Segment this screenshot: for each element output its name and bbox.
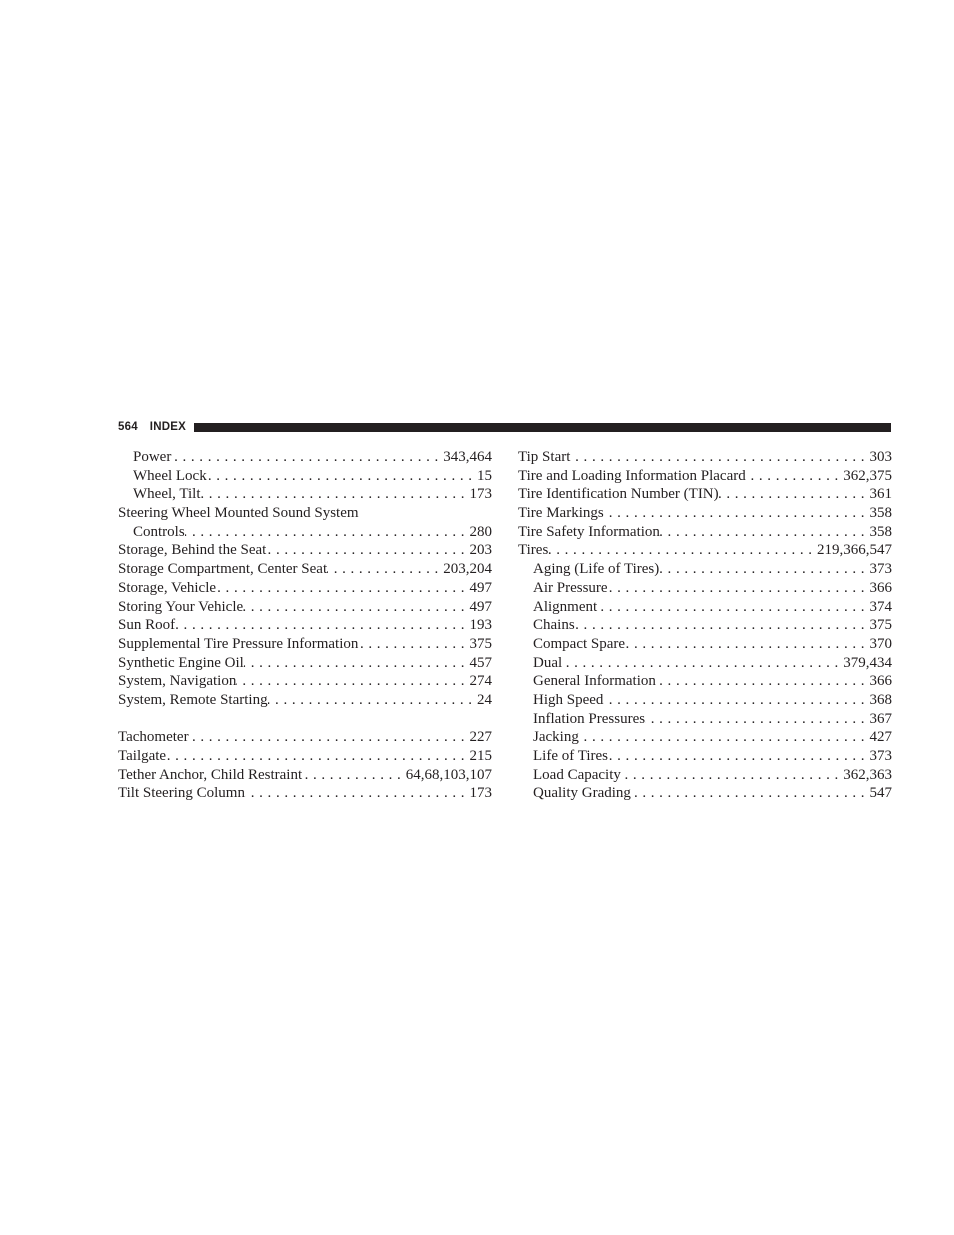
index-spacer [118, 710, 492, 729]
entry-pages: 343,464 [443, 449, 492, 465]
entry-pages: 427 [869, 729, 892, 746]
entry-pages: 219,366,547 [817, 542, 892, 559]
dot-leader [575, 616, 870, 635]
entry-pages: 373 [869, 748, 892, 764]
entry-pages: 375 [469, 635, 492, 652]
index-entry [518, 485, 892, 504]
index-entry [118, 784, 492, 803]
index-entry [118, 579, 492, 598]
entry-label: Tires [518, 542, 549, 559]
entry-label: Tachometer [118, 729, 189, 746]
entry-pages: 362,375 [843, 467, 892, 484]
entry-label: Storage, Vehicle [118, 579, 217, 596]
index-entry [118, 654, 492, 673]
index-entry [518, 541, 892, 560]
entry-label: Tailgate [118, 748, 167, 764]
page-header [118, 419, 891, 435]
dot-leader [659, 560, 869, 579]
dot-leader [216, 579, 469, 598]
entry-label: Wheel Lock [133, 467, 207, 484]
dot-leader [207, 467, 477, 486]
entry-pages: 375 [869, 617, 892, 634]
index-entry [518, 784, 892, 803]
index-entry [118, 616, 492, 635]
entry-pages: 358 [869, 505, 892, 522]
index-entry [518, 728, 892, 747]
index-entry [518, 579, 892, 598]
entry-label: Storage, Behind the Seat [118, 542, 267, 559]
entry-label: Synthetic Engine Oil [118, 654, 244, 671]
entry-pages: 366 [869, 579, 892, 596]
entry-label: Tire Safety Information [518, 523, 660, 540]
entry-label: Tire Markings [518, 505, 604, 522]
entry-label: Alignment [533, 598, 598, 615]
index-entry [118, 485, 492, 504]
dot-leader [608, 579, 870, 598]
dot-leader [266, 541, 469, 560]
entry-label: Inflation Pressures [533, 710, 646, 727]
entry-pages: 64,68,103,107 [405, 766, 492, 783]
dot-leader [656, 672, 870, 691]
entry-label: High Speed [533, 691, 604, 708]
index-column-right [518, 448, 892, 803]
index-entry [118, 467, 492, 486]
dot-leader [548, 541, 817, 560]
index-entry [118, 766, 492, 785]
entry-label: Life of Tires [533, 748, 608, 764]
entry-pages: 457 [469, 654, 492, 671]
entry-label: Chains [533, 617, 575, 634]
index-entry [118, 598, 492, 617]
index-entry [118, 541, 492, 560]
dot-leader [171, 448, 443, 467]
index-entry [518, 766, 892, 785]
entry-pages: 497 [469, 579, 492, 596]
dot-leader [302, 766, 406, 785]
index-column-left [118, 448, 492, 803]
entry-label: Controls [133, 523, 185, 540]
dot-leader [327, 560, 443, 579]
header-rule [194, 423, 891, 432]
index-entry [518, 560, 892, 579]
entry-pages: 547 [869, 785, 892, 802]
entry-label: Air Pressure [533, 579, 608, 596]
index-entry [518, 691, 892, 710]
entry-pages: 303 [869, 449, 892, 465]
section-title: INDEX [149, 421, 186, 433]
entry-pages: 280 [469, 523, 492, 540]
entry-pages: 366 [869, 673, 892, 690]
page-number: 564 [118, 421, 138, 433]
entry-pages: 379,434 [843, 654, 892, 671]
entry-label: Tether Anchor, Child Restraint [118, 766, 303, 783]
entry-pages: 193 [469, 617, 492, 634]
entry-pages: 374 [869, 598, 892, 615]
index-entry [518, 504, 892, 523]
entry-pages: 15 [477, 467, 492, 484]
entry-pages: 367 [869, 710, 892, 727]
entry-label: Sun Roof [118, 617, 176, 634]
entry-label: Tip Start [518, 449, 571, 465]
index-entry [518, 616, 892, 635]
entry-label: Power [133, 449, 172, 465]
entry-pages: 497 [469, 598, 492, 615]
entry-pages: 24 [477, 691, 492, 708]
entry-label: Steering Wheel Mounted Sound System [118, 505, 359, 522]
entry-label: Jacking [533, 729, 579, 746]
index-entry [518, 635, 892, 654]
dot-leader [268, 691, 477, 710]
entry-pages: 368 [869, 691, 892, 708]
dot-leader [719, 485, 870, 504]
entry-label: Tire and Loading Information Placard [518, 467, 746, 484]
entry-pages: 203 [469, 542, 492, 559]
entry-label: Wheel, Tilt [133, 486, 201, 503]
entry-pages: 362,363 [843, 766, 892, 783]
index-entry [118, 523, 492, 542]
entry-label: Tilt Steering Column [118, 785, 245, 802]
entry-label: Quality Grading [533, 785, 631, 802]
dot-leader [244, 654, 470, 673]
entry-label: Load Capacity [533, 766, 621, 783]
entry-pages: 274 [469, 673, 492, 690]
index-entry [118, 691, 492, 710]
entry-pages: 173 [469, 785, 492, 802]
dot-leader [175, 616, 469, 635]
entry-label: Storage Compartment, Center Seat [118, 561, 328, 578]
entry-label: Supplemental Tire Pressure Information [118, 635, 359, 652]
entry-pages: 373 [869, 561, 892, 578]
entry-label: System, Navigation [118, 673, 237, 690]
index-entry [518, 747, 892, 766]
dot-leader [243, 598, 469, 617]
index-entry [518, 598, 892, 617]
dot-leader [604, 504, 870, 523]
dot-leader [570, 448, 869, 467]
dot-leader [189, 728, 470, 747]
entry-label: Aging (Life of Tires) [533, 561, 660, 578]
dot-leader [625, 635, 869, 654]
entry-label: Tire Identification Number (TIN) [518, 486, 719, 503]
index-entry [118, 747, 492, 766]
dot-leader [621, 766, 843, 785]
entry-label: General Information [533, 673, 656, 690]
index-entry [518, 654, 892, 673]
dot-leader [660, 523, 870, 542]
index-entry [518, 710, 892, 729]
index-entry [518, 467, 892, 486]
dot-leader [236, 672, 469, 691]
index-entry [518, 523, 892, 542]
dot-leader [603, 691, 869, 710]
index-entry [118, 728, 492, 747]
dot-leader [631, 784, 870, 803]
index-entry [118, 672, 492, 691]
index-entry [518, 448, 892, 467]
entry-label: Compact Spare [533, 635, 626, 652]
index-entry [118, 448, 492, 467]
dot-leader [562, 654, 843, 673]
dot-leader [645, 710, 869, 729]
entry-pages: 227 [469, 729, 492, 746]
index-entry [118, 560, 492, 579]
index-entry [118, 504, 492, 523]
entry-pages: 203,204 [443, 561, 492, 578]
entry-label: Dual [533, 654, 563, 671]
entry-pages: 358 [869, 523, 892, 540]
dot-leader [608, 747, 870, 766]
entry-pages: 173 [469, 486, 492, 503]
dot-leader [185, 523, 470, 542]
dot-leader [597, 598, 869, 617]
entry-pages: 215 [469, 748, 492, 764]
entry-label: System, Remote Starting [118, 691, 268, 708]
dot-leader [358, 635, 469, 654]
index-entry [518, 672, 892, 691]
entry-label: Storing Your Vehicle [118, 598, 244, 615]
entry-pages: 361 [869, 486, 892, 503]
dot-leader [746, 467, 844, 486]
dot-leader [245, 784, 470, 803]
index-entry [118, 635, 492, 654]
entry-pages: 370 [869, 635, 892, 652]
dot-leader [166, 747, 469, 766]
dot-leader [201, 485, 470, 504]
dot-leader [579, 728, 870, 747]
